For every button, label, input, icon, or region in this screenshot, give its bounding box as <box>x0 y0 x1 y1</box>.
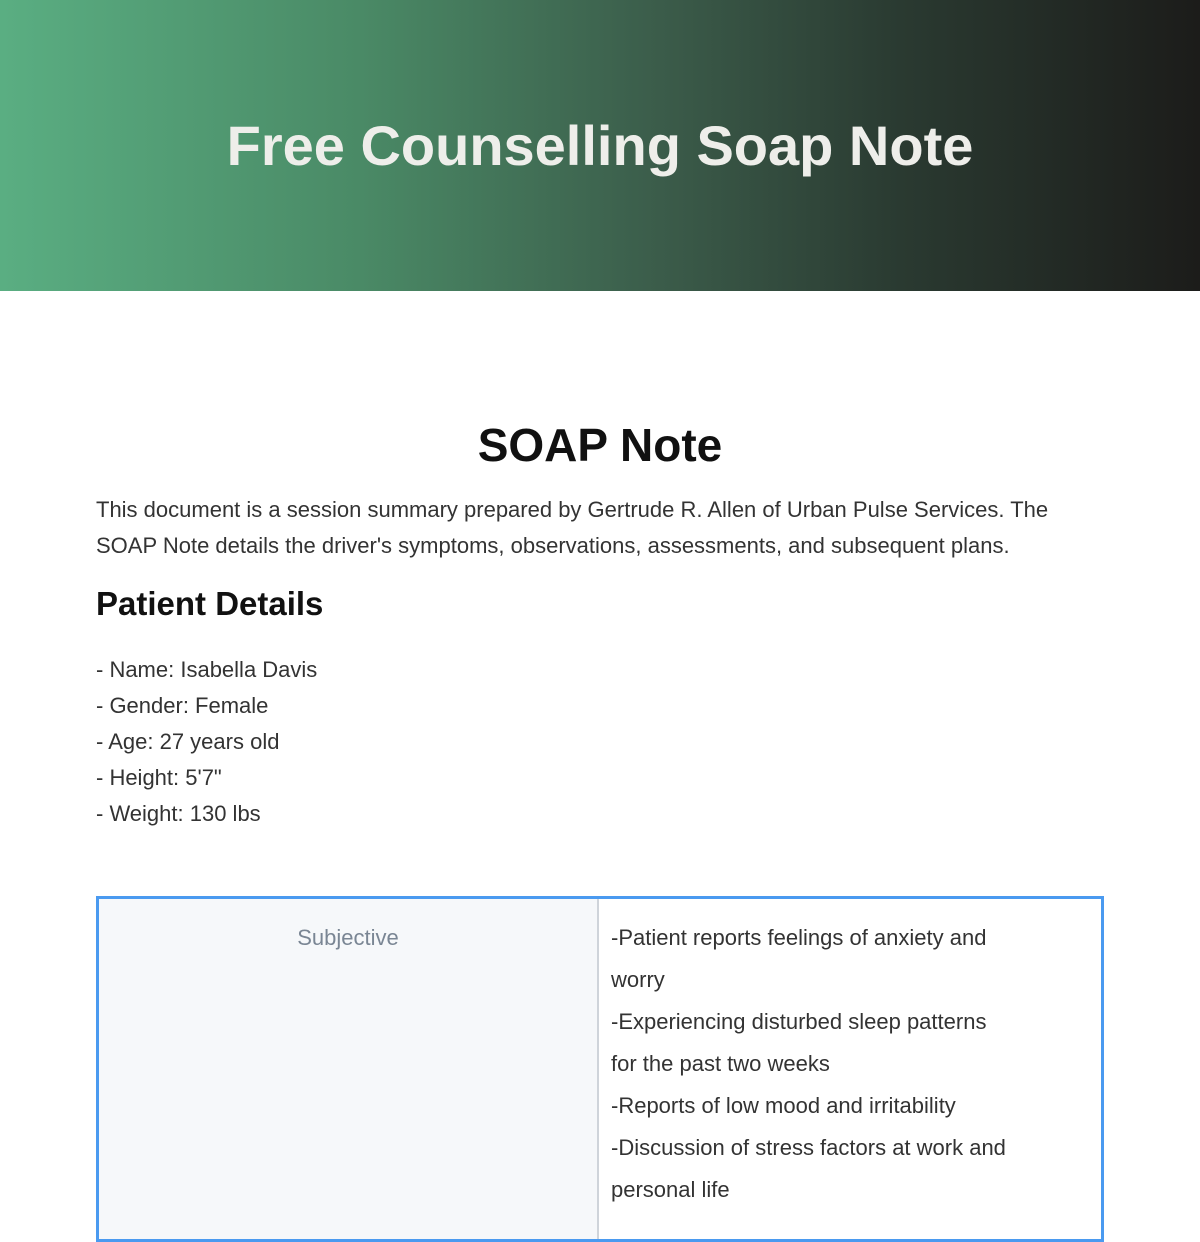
document-title: SOAP Note <box>477 419 723 471</box>
subjective-label: Subjective <box>297 925 399 950</box>
subjective-line: for the past two weeks <box>611 1051 830 1076</box>
header-banner <box>0 0 1200 291</box>
patient-details-list <box>96 652 1104 832</box>
subjective-line: worry <box>611 967 665 992</box>
subjective-line: -Discussion of stress factors at work and <box>611 1135 1006 1160</box>
subjective-label-cell <box>99 899 599 1239</box>
patient-age: - Age: 27 years old <box>96 729 280 754</box>
patient-height: - Height: 5'7" <box>96 765 222 790</box>
patient-gender: - Gender: Female <box>96 693 269 718</box>
subjective-line: personal life <box>611 1177 730 1202</box>
intro-paragraph: This document is a session summary prepared by Gertrude R. Allen of Urban Pulse Services. The SOAP Note details the driver's symptoms, observations, assessments, and subsequent plans. <box>96 497 1049 558</box>
subjective-line: -Reports of low mood and irritability <box>611 1093 956 1118</box>
banner-title: Free Counselling Soap Note <box>226 114 974 177</box>
patient-details-heading: Patient Details <box>96 585 324 622</box>
document-body <box>96 410 1104 832</box>
subjective-line: -Experiencing disturbed sleep patterns <box>611 1009 987 1034</box>
patient-name: - Name: Isabella Davis <box>96 657 318 682</box>
patient-weight: - Weight: 130 lbs <box>96 801 261 826</box>
soap-table <box>96 896 1104 1242</box>
subjective-value-cell <box>599 899 1101 1239</box>
subjective-line: -Patient reports feelings of anxiety and <box>611 925 987 950</box>
